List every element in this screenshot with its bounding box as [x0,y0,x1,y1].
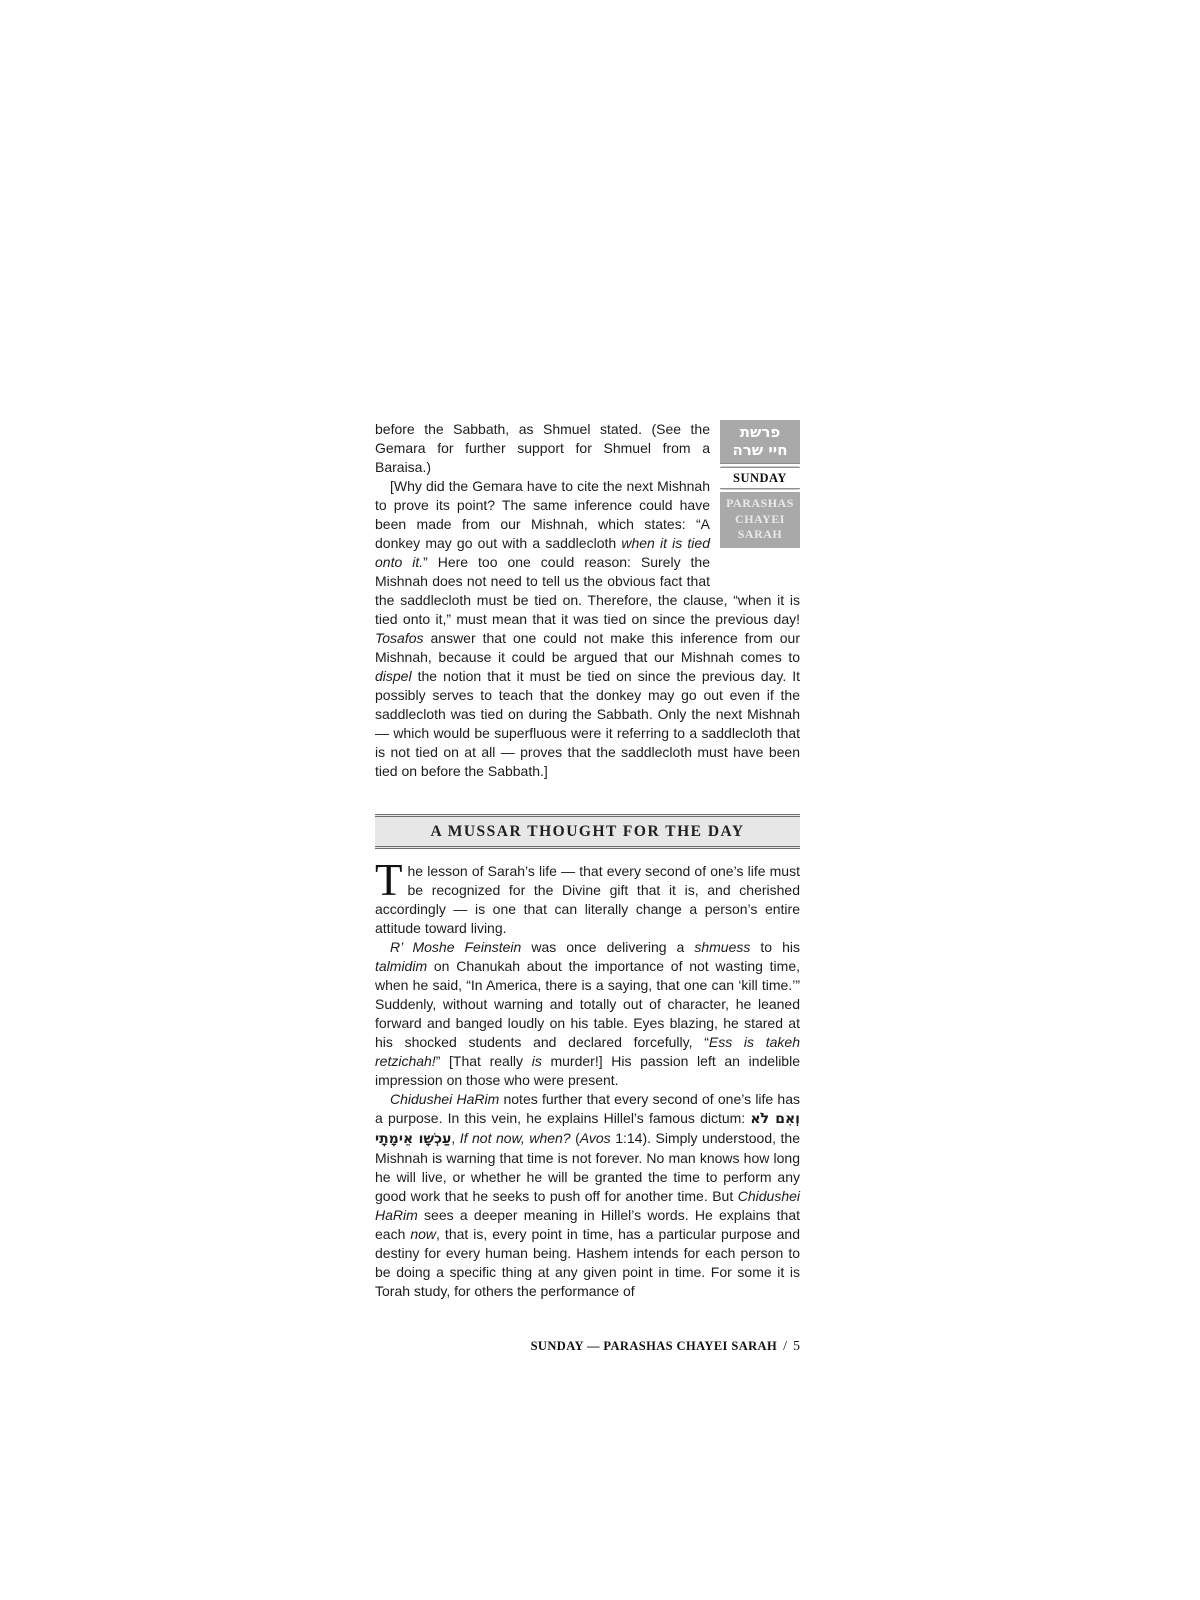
parashah-hebrew-line2: חיי שרה [732,441,788,459]
parashah-sidebar-tab [720,420,800,548]
body-paragraph: R’ Moshe Feinstein was once delivering a shmuess to his talmidim on Chanukah about the importance of not wasting time, when he said, “In America, there is a saying, that one can ‘kill time.’” Suddenly, without warning and totally out of character, he leaned forward and banged loudly on his table. Eyes blazing, he stared at his shocked students and declared forcefully, “Ess is takeh retzichah!” [That really is murder!] His passion left an indelible impression on those who were present. [375,939,800,1088]
footer-running-head: SUNDAY — PARASHAS CHAYEI SARAH [530,1339,778,1353]
page-content [375,420,800,1355]
parashah-name-box [720,492,800,548]
day-label: SUNDAY [720,467,800,489]
footer-separator: / [783,1339,787,1354]
parashah-hebrew-line1: פרשת [739,423,781,441]
body-paragraph-dropcap [375,855,800,938]
page-number: 5 [793,1339,800,1354]
parashah-hebrew-title [720,420,800,464]
parashah-name-line2: CHAYEI [735,511,785,526]
parashah-name-line3: SARAH [737,527,783,541]
page-footer [375,1337,800,1355]
drop-cap: T [375,855,403,905]
halachah-discussion-section [375,420,800,781]
mussar-thought-section [375,855,800,1301]
section-header-bar: A MUSSAR THOUGHT FOR THE DAY [375,814,800,849]
parashah-name-line1: PARASHAS [726,496,794,510]
body-paragraph: before the Sabbath, as Shmuel stated. (See the Gemara for further support for Shmuel from a Baraisa.) [375,421,710,475]
paragraph-text: he lesson of Sarah’s life — that every second of one’s life must be recognized for the Divine gift that it is, and cherished accordingly — is one that can literally change a person’s entire attitude toward living. [375,863,800,936]
body-paragraph: Chidushei HaRim notes further that every second of one’s life has a purpose. In this vein, he explains Hillel’s famous dictum: וְאִם לֹא עַכְשָׁו אֵימָתָי, If not now, when? (Avos 1:14). Simply understood, the Mishnah is warning that time is not forever. No man knows how long he will live, or whether he will be granted the time to perform any good work that he seeks to push off for another time. But Chidushei HaRim sees a deeper meaning in Hillel’s words. He explains that each now, that is, every point in time, has a particular purpose and destiny for every human being. Hashem intends for each person to be doing a specific thing at any given point in time. For some it is Torah study, for others the performance of [375,1091,800,1299]
body-paragraph: [Why did the Gemara have to cite the next Mishnah to prove its point? The same inference could have been made from our Mishnah, which states: “A donkey may go out with a saddlecloth when it is tied onto it.” Here too one could reason: Surely the Mishnah does not need to tell us the obvious fact that the saddlecloth must be tied on. Therefore, the clause, “when it is tied onto it,” must mean that it was tied on since the previous day! Tosafos answer that one could not make this inference from our Mishnah, because it could be argued that our Mishnah comes to dispel the notion that it must be tied on since the previous day. It possibly serves to teach that the donkey may go out even if the saddlecloth was tied on during the Sabbath. Only the next Mishnah — which would be superfluous were it referring to a saddlecloth that is not tied on at all — proves that the saddlecloth must have been tied on before the Sabbath.] [375,478,800,779]
